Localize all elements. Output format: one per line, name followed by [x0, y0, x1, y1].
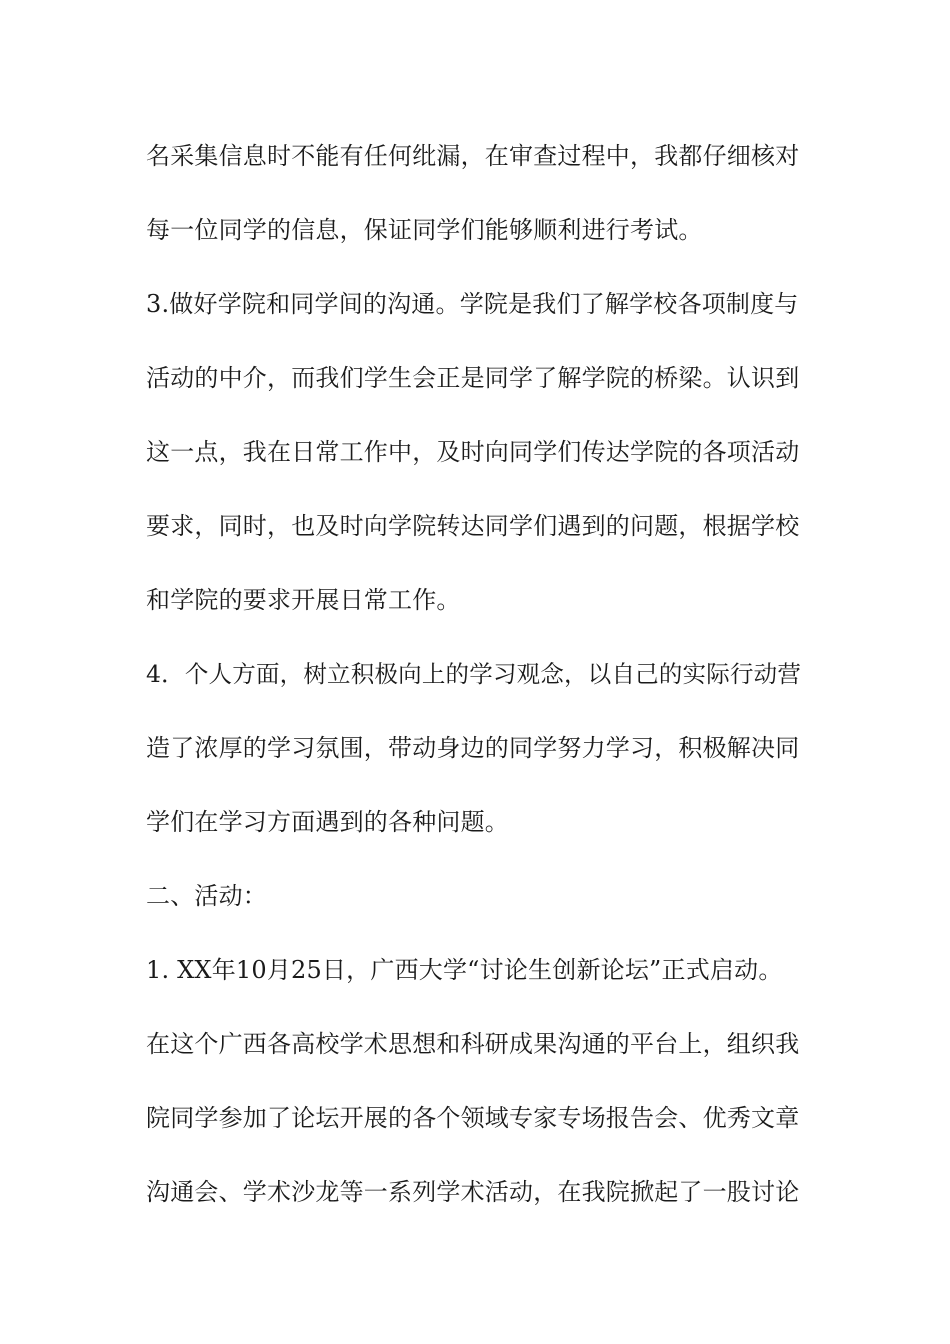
text-line: 学们在学习方面遇到的各种问题。	[146, 808, 509, 836]
section-heading: 二、活动：	[146, 882, 267, 910]
text-line: 在这个广西各高校学术思想和科研成果沟通的平台上，组织我	[146, 1030, 800, 1058]
text-line: 1. XX年10月25日，广西大学“讨论生创新论坛”正式启动。	[146, 956, 783, 984]
text-line: 和学院的要求开展日常工作。	[146, 586, 461, 614]
text-line: 4．个人方面，树立积极向上的学习观念，以自己的实际行动营	[146, 660, 802, 688]
text-line: 院同学参加了论坛开展的各个领域专家专场报告会、优秀文章	[146, 1104, 800, 1132]
text-line: 3.做好学院和同学间的沟通。学院是我们了解学校各项制度与	[146, 290, 799, 318]
text-line: 每一位同学的信息，保证同学们能够顺利进行考试。	[146, 216, 703, 244]
text-line: 活动的中介，而我们学生会正是同学了解学院的桥梁。认识到	[146, 364, 800, 392]
text-line: 名采集信息时不能有任何纰漏，在审查过程中，我都仔细核对	[146, 142, 800, 170]
text-line: 造了浓厚的学习氛围，带动身边的同学努力学习，积极解决同	[146, 734, 800, 762]
text-line: 要求，同时，也及时向学院转达同学们遇到的问题，根据学校	[146, 512, 800, 540]
text-line: 这一点，我在日常工作中，及时向同学们传达学院的各项活动	[146, 438, 800, 466]
text-line: 沟通会、学术沙龙等一系列学术活动，在我院掀起了一股讨论	[146, 1178, 800, 1206]
